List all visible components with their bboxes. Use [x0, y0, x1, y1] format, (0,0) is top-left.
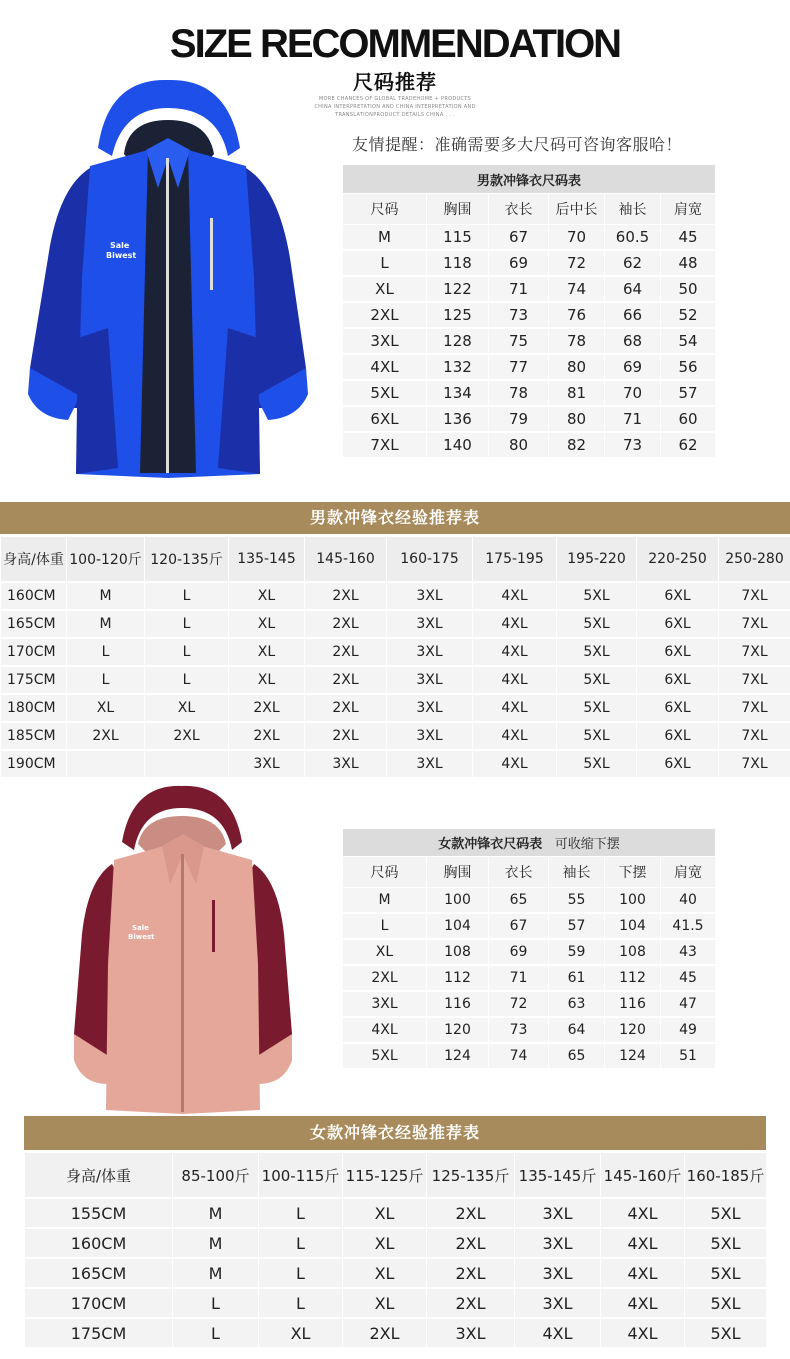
- table-cell: 43: [661, 939, 716, 965]
- table-cell: 7XL: [719, 666, 790, 694]
- men-logo-text: Biwest: [106, 251, 137, 260]
- table-cell: L: [259, 1258, 343, 1288]
- header-cell: 85-100斤: [173, 1153, 259, 1199]
- table-cell: L: [173, 1318, 259, 1348]
- row-label-cell: XL: [343, 276, 427, 302]
- table-row: [343, 276, 716, 302]
- header-cell: 195-220: [557, 537, 637, 583]
- table-row: [1, 582, 790, 610]
- table-cell: 4XL: [601, 1258, 685, 1288]
- subtitle: [300, 95, 490, 119]
- table-cell: 4XL: [473, 582, 557, 610]
- table-cell: 75: [489, 328, 549, 354]
- table-cell: 104: [427, 913, 489, 939]
- table-cell: 62: [661, 432, 716, 458]
- table-cell: 108: [605, 939, 661, 965]
- women-jacket-image: [74, 784, 292, 1114]
- row-label-cell: 160CM: [25, 1228, 173, 1258]
- row-label-cell: M: [343, 225, 427, 251]
- table-cell: 45: [661, 225, 716, 251]
- table-cell: 80: [549, 406, 605, 432]
- table-cell: 100: [427, 888, 489, 914]
- table-row: [343, 250, 716, 276]
- table-cell: 4XL: [601, 1228, 685, 1258]
- table-cell: 2XL: [427, 1288, 515, 1318]
- table-cell: 65: [489, 888, 549, 914]
- table-cell: 5XL: [685, 1288, 767, 1318]
- table-cell: L: [259, 1198, 343, 1228]
- table-cell: 136: [427, 406, 489, 432]
- table-cell: 5XL: [557, 750, 637, 778]
- subtitle-line: TRANSLATIONPRODUCT DETAILS CHINA . . .: [335, 112, 455, 118]
- table-cell: 3XL: [515, 1228, 601, 1258]
- table-cell: 69: [489, 939, 549, 965]
- page-title-cn: 尺码推荐: [353, 70, 437, 94]
- table-cell: 73: [489, 1017, 549, 1043]
- men-size-table: [342, 164, 716, 459]
- men-size-body: [343, 225, 716, 459]
- table-cell: 70: [549, 225, 605, 251]
- table-cell: 140: [427, 432, 489, 458]
- table-cell: 3XL: [515, 1288, 601, 1318]
- table-cell: 108: [427, 939, 489, 965]
- tip-text: 友情提醒：准确需要多大尺码可咨询客服哈！: [352, 135, 683, 154]
- table-cell: 72: [489, 991, 549, 1017]
- table-cell: 54: [661, 328, 716, 354]
- table-cell: 5XL: [557, 722, 637, 750]
- table-cell: 69: [489, 250, 549, 276]
- table-cell: 3XL: [387, 750, 473, 778]
- row-label-cell: 155CM: [25, 1198, 173, 1228]
- table-cell: 2XL: [67, 722, 145, 750]
- table-cell: L: [145, 610, 229, 638]
- table-cell: 112: [427, 965, 489, 991]
- header-cell: 肩宽: [661, 194, 716, 225]
- table-row: [343, 406, 716, 432]
- header-cell: 135-145斤: [515, 1153, 601, 1199]
- table-row: [25, 1258, 767, 1288]
- table-cell: M: [173, 1258, 259, 1288]
- table-cell: 3XL: [387, 722, 473, 750]
- table-cell: 71: [489, 276, 549, 302]
- table-cell: M: [67, 610, 145, 638]
- table-cell: 4XL: [473, 666, 557, 694]
- header-cell: 下摆: [605, 857, 661, 888]
- table-cell: 4XL: [601, 1318, 685, 1348]
- table-cell: M: [173, 1228, 259, 1258]
- table-cell: 3XL: [387, 694, 473, 722]
- table-cell: 60: [661, 406, 716, 432]
- table-cell: 40: [661, 888, 716, 914]
- table-cell: 57: [549, 913, 605, 939]
- table-cell: 3XL: [515, 1198, 601, 1228]
- table-cell: 73: [605, 432, 661, 458]
- table-cell: 3XL: [387, 582, 473, 610]
- table-row: [1, 750, 790, 778]
- row-label-cell: L: [343, 250, 427, 276]
- table-row: [25, 1228, 767, 1258]
- table-cell: 74: [549, 276, 605, 302]
- row-label-cell: 5XL: [343, 1043, 427, 1069]
- table-cell: XL: [343, 1258, 427, 1288]
- row-label-cell: XL: [343, 939, 427, 965]
- table-cell: 60.5: [605, 225, 661, 251]
- page-title: SIZE RECOMMENDATION: [169, 22, 621, 66]
- table-cell: XL: [67, 694, 145, 722]
- table-cell: XL: [343, 1228, 427, 1258]
- table-cell: 82: [549, 432, 605, 458]
- row-label-cell: 2XL: [343, 302, 427, 328]
- table-cell: 3XL: [387, 638, 473, 666]
- table-cell: L: [67, 638, 145, 666]
- table-cell: 70: [605, 380, 661, 406]
- women-recommend-table: [24, 1152, 767, 1348]
- row-label-cell: 4XL: [343, 1017, 427, 1043]
- table-cell: 6XL: [637, 666, 719, 694]
- table-row: [25, 1198, 767, 1228]
- header-cell: 250-280: [719, 537, 790, 583]
- row-label-cell: 175CM: [25, 1318, 173, 1348]
- table-cell: 124: [605, 1043, 661, 1069]
- table-cell: 3XL: [229, 750, 305, 778]
- table-cell: L: [67, 666, 145, 694]
- table-cell: 5XL: [685, 1258, 767, 1288]
- table-cell: 4XL: [473, 750, 557, 778]
- table-cell: 4XL: [601, 1288, 685, 1318]
- women-logo-text: Biwest: [128, 933, 155, 941]
- table-cell: 6XL: [637, 638, 719, 666]
- header-cell: 胸围: [427, 857, 489, 888]
- table-cell: 6XL: [637, 722, 719, 750]
- header-cell: 175-195: [473, 537, 557, 583]
- table-cell: 64: [549, 1017, 605, 1043]
- table-cell: 2XL: [305, 582, 387, 610]
- table-cell: 52: [661, 302, 716, 328]
- table-cell: 41.5: [661, 913, 716, 939]
- table-cell: 5XL: [685, 1228, 767, 1258]
- header-cell: 100-115斤: [259, 1153, 343, 1199]
- table-cell: 6XL: [637, 694, 719, 722]
- row-label-cell: 3XL: [343, 328, 427, 354]
- row-label-cell: L: [343, 913, 427, 939]
- table-cell: 72: [549, 250, 605, 276]
- row-label-cell: 2XL: [343, 965, 427, 991]
- table-cell: 67: [489, 225, 549, 251]
- table-cell: XL: [343, 1288, 427, 1318]
- table-cell: 61: [549, 965, 605, 991]
- row-label-cell: 5XL: [343, 380, 427, 406]
- table-cell: 55: [549, 888, 605, 914]
- header-cell: 120-135斤: [145, 537, 229, 583]
- table-cell: 100: [605, 888, 661, 914]
- women-size-caption: [343, 829, 716, 857]
- header-cell: 115-125斤: [343, 1153, 427, 1199]
- table-cell: 3XL: [305, 750, 387, 778]
- table-cell: 116: [427, 991, 489, 1017]
- header-cell: 后中长: [549, 194, 605, 225]
- header-cell: 100-120斤: [67, 537, 145, 583]
- table-cell: 2XL: [145, 722, 229, 750]
- header-cell: 衣长: [489, 194, 549, 225]
- table-cell: 7XL: [719, 582, 790, 610]
- table-cell: 5XL: [557, 610, 637, 638]
- table-cell: 78: [489, 380, 549, 406]
- header-cell: 220-250: [637, 537, 719, 583]
- header-cell: 135-145: [229, 537, 305, 583]
- table-cell: 2XL: [305, 722, 387, 750]
- table-row: [343, 354, 716, 380]
- table-row: [1, 666, 790, 694]
- men-logo-text: Sale: [110, 241, 130, 250]
- women-size-caption-note: 可收缩下摆: [554, 837, 620, 852]
- table-cell: M: [67, 582, 145, 610]
- table-cell: 2XL: [305, 666, 387, 694]
- table-cell: 4XL: [515, 1318, 601, 1348]
- row-label-cell: 170CM: [1, 638, 67, 666]
- table-cell: L: [259, 1228, 343, 1258]
- row-label-cell: 175CM: [1, 666, 67, 694]
- table-cell: 5XL: [557, 694, 637, 722]
- table-row: [343, 888, 716, 914]
- header-cell: 身高/体重: [25, 1153, 173, 1199]
- table-cell: 80: [549, 354, 605, 380]
- men-jacket-image: [28, 78, 308, 480]
- men-recommend-table: [0, 536, 790, 778]
- table-row: [343, 913, 716, 939]
- table-cell: 50: [661, 276, 716, 302]
- table-cell: 68: [605, 328, 661, 354]
- header-cell: 160-175: [387, 537, 473, 583]
- men-recommend-body: [1, 582, 790, 778]
- table-row: [1, 638, 790, 666]
- table-cell: 45: [661, 965, 716, 991]
- table-cell: 67: [489, 913, 549, 939]
- table-cell: 2XL: [305, 610, 387, 638]
- table-cell: XL: [229, 638, 305, 666]
- table-cell: [145, 750, 229, 778]
- table-cell: 122: [427, 276, 489, 302]
- table-cell: 6XL: [637, 750, 719, 778]
- table-cell: 3XL: [427, 1318, 515, 1348]
- women-size-caption-title: 女款冲锋衣尺码表: [438, 837, 543, 852]
- header-cell: 胸围: [427, 194, 489, 225]
- table-cell: 2XL: [305, 694, 387, 722]
- table-cell: 66: [605, 302, 661, 328]
- row-label-cell: M: [343, 888, 427, 914]
- table-cell: 5XL: [557, 582, 637, 610]
- table-cell: 7XL: [719, 750, 790, 778]
- table-cell: 2XL: [427, 1258, 515, 1288]
- table-cell: 4XL: [473, 610, 557, 638]
- table-cell: 77: [489, 354, 549, 380]
- table-cell: XL: [343, 1198, 427, 1228]
- women-recommend-title: 女款冲锋衣经验推荐表: [24, 1116, 766, 1150]
- table-cell: XL: [259, 1318, 343, 1348]
- table-cell: 7XL: [719, 694, 790, 722]
- table-cell: L: [145, 582, 229, 610]
- table-cell: 4XL: [473, 722, 557, 750]
- row-label-cell: 3XL: [343, 991, 427, 1017]
- men-recommend-title: 男款冲锋衣经验推荐表: [0, 502, 790, 534]
- row-label-cell: 7XL: [343, 432, 427, 458]
- table-row: [1, 694, 790, 722]
- table-cell: 6XL: [637, 582, 719, 610]
- table-cell: 78: [549, 328, 605, 354]
- row-label-cell: 185CM: [1, 722, 67, 750]
- table-cell: 76: [549, 302, 605, 328]
- table-cell: 59: [549, 939, 605, 965]
- table-cell: 4XL: [601, 1198, 685, 1228]
- table-cell: 47: [661, 991, 716, 1017]
- table-cell: 74: [489, 1043, 549, 1069]
- table-cell: 125: [427, 302, 489, 328]
- women-recommend-body: [25, 1198, 767, 1348]
- table-cell: 5XL: [685, 1318, 767, 1348]
- table-header-row: [343, 857, 716, 888]
- table-row: [343, 432, 716, 458]
- table-cell: 134: [427, 380, 489, 406]
- table-cell: 2XL: [427, 1228, 515, 1258]
- table-cell: 63: [549, 991, 605, 1017]
- table-cell: 3XL: [515, 1258, 601, 1288]
- table-cell: 2XL: [229, 694, 305, 722]
- table-cell: 79: [489, 406, 549, 432]
- table-cell: 65: [549, 1043, 605, 1069]
- table-cell: 128: [427, 328, 489, 354]
- table-cell: 3XL: [387, 610, 473, 638]
- table-row: [343, 380, 716, 406]
- table-cell: 2XL: [229, 722, 305, 750]
- table-cell: 132: [427, 354, 489, 380]
- table-row: [1, 610, 790, 638]
- table-cell: M: [173, 1198, 259, 1228]
- table-row: [25, 1318, 767, 1348]
- table-cell: 57: [661, 380, 716, 406]
- table-cell: 112: [605, 965, 661, 991]
- men-size-caption: 男款冲锋衣尺码表: [343, 165, 716, 194]
- header-cell: 袖长: [549, 857, 605, 888]
- table-cell: XL: [229, 610, 305, 638]
- header-cell: 160-185斤: [685, 1153, 767, 1199]
- table-cell: L: [145, 666, 229, 694]
- table-cell: 4XL: [473, 638, 557, 666]
- table-cell: 124: [427, 1043, 489, 1069]
- table-cell: 2XL: [305, 638, 387, 666]
- table-cell: 7XL: [719, 638, 790, 666]
- table-cell: 120: [605, 1017, 661, 1043]
- table-row: [343, 225, 716, 251]
- subtitle-line: MORE CHANCES OF GLOBAL TRADEHOME + PRODUCTS: [318, 96, 472, 102]
- row-label-cell: 165CM: [25, 1258, 173, 1288]
- women-size-table: [342, 828, 716, 1070]
- header-cell: 145-160斤: [601, 1153, 685, 1199]
- table-cell: 69: [605, 354, 661, 380]
- table-cell: 3XL: [387, 666, 473, 694]
- row-label-cell: 170CM: [25, 1288, 173, 1318]
- row-label-cell: 4XL: [343, 354, 427, 380]
- table-cell: 48: [661, 250, 716, 276]
- table-cell: 73: [489, 302, 549, 328]
- table-row: [343, 965, 716, 991]
- header-cell: 145-160: [305, 537, 387, 583]
- table-cell: 5XL: [557, 666, 637, 694]
- subtitle-line: CHINA INTERPRETATION AND CHINA INTERPRETATION AND: [314, 104, 476, 110]
- table-header-row: [25, 1153, 767, 1199]
- table-row: [25, 1288, 767, 1318]
- table-header-row: [1, 537, 790, 583]
- women-size-body: [343, 888, 716, 1070]
- table-cell: 116: [605, 991, 661, 1017]
- header-cell: 衣长: [489, 857, 549, 888]
- table-cell: 7XL: [719, 722, 790, 750]
- table-cell: 5XL: [557, 638, 637, 666]
- table-cell: 56: [661, 354, 716, 380]
- table-row: [343, 939, 716, 965]
- table-cell: 71: [605, 406, 661, 432]
- table-cell: 5XL: [685, 1198, 767, 1228]
- table-cell: 120: [427, 1017, 489, 1043]
- table-cell: L: [173, 1288, 259, 1318]
- header-cell: 125-135斤: [427, 1153, 515, 1199]
- table-cell: XL: [229, 582, 305, 610]
- table-cell: 118: [427, 250, 489, 276]
- table-cell: 80: [489, 432, 549, 458]
- table-cell: 71: [489, 965, 549, 991]
- table-cell: 6XL: [637, 610, 719, 638]
- header-cell: 袖长: [605, 194, 661, 225]
- table-header-row: [343, 194, 716, 225]
- row-label-cell: 190CM: [1, 750, 67, 778]
- table-cell: 104: [605, 913, 661, 939]
- row-label-cell: 6XL: [343, 406, 427, 432]
- table-cell: 7XL: [719, 610, 790, 638]
- table-cell: 2XL: [343, 1318, 427, 1348]
- table-cell: 51: [661, 1043, 716, 1069]
- table-row: [343, 302, 716, 328]
- header-cell: 尺码: [343, 194, 427, 225]
- table-row: [343, 328, 716, 354]
- header-cell: 尺码: [343, 857, 427, 888]
- women-logo-text: Sale: [132, 924, 149, 932]
- table-cell: 49: [661, 1017, 716, 1043]
- table-cell: 2XL: [427, 1198, 515, 1228]
- row-label-cell: 160CM: [1, 582, 67, 610]
- row-label-cell: 165CM: [1, 610, 67, 638]
- header-cell: 身高/体重: [1, 537, 67, 583]
- table-cell: L: [145, 638, 229, 666]
- table-cell: [67, 750, 145, 778]
- table-cell: XL: [229, 666, 305, 694]
- row-label-cell: 180CM: [1, 694, 67, 722]
- table-cell: 115: [427, 225, 489, 251]
- table-cell: 81: [549, 380, 605, 406]
- table-cell: 4XL: [473, 694, 557, 722]
- table-cell: 64: [605, 276, 661, 302]
- table-row: [343, 991, 716, 1017]
- table-cell: L: [259, 1288, 343, 1318]
- header-cell: 肩宽: [661, 857, 716, 888]
- table-row: [343, 1043, 716, 1069]
- table-row: [343, 1017, 716, 1043]
- table-cell: 62: [605, 250, 661, 276]
- table-cell: XL: [145, 694, 229, 722]
- table-row: [1, 722, 790, 750]
